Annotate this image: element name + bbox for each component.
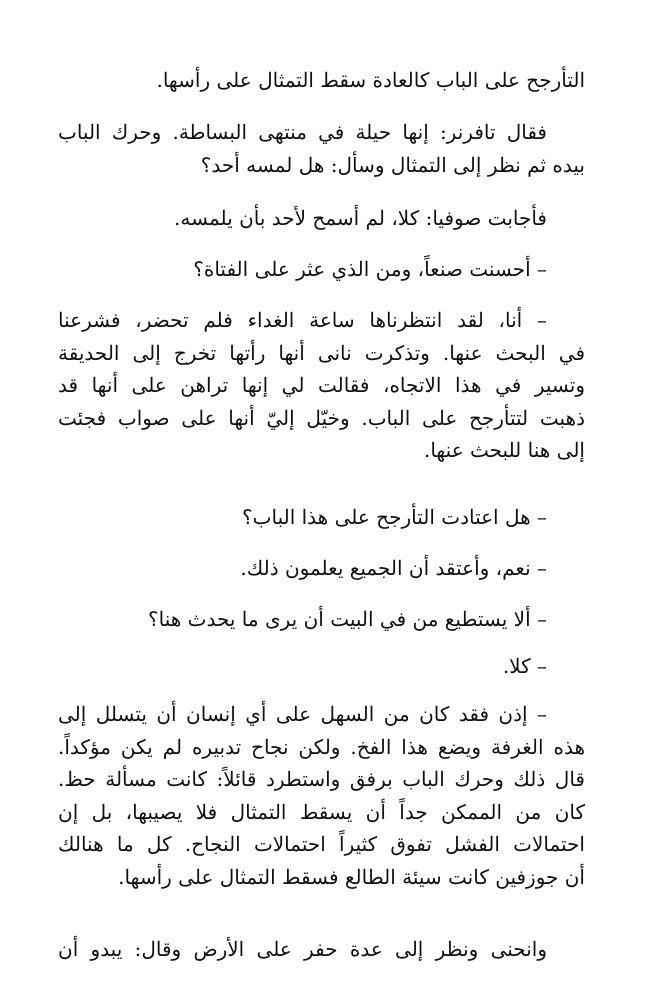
text-line: – أنا، لقد انتظرناها ساعة الغداء فلم تحضر، فشرعنا [58, 308, 547, 332]
text-line: – كلا. [502, 654, 547, 678]
text-line: وتسير في هذا الاتجاه، فقالت لي إنها تراهن على أنها قد [58, 373, 585, 397]
text-line: – هل اعتادت التأرجح على هذا الباب؟ [242, 505, 547, 529]
text-line: – نعم، وأعتقد أن الجميع يعلمون ذلك. [240, 556, 547, 580]
text-line: – أحسنت صنعاً، ومن الذي عثر على الفتاة؟ [193, 257, 547, 281]
text-line: قال ذلك وحرك الباب برفق واستطرد قائلاً: كانت مسألة حظ. [58, 767, 585, 791]
paragraph-4 [58, 253, 585, 286]
text-line: وانحنى ونظر إلى عدة حفر على الأرض وقال: يبدو أن [58, 937, 547, 961]
text-line: أن جوزفين كانت سيئة الطالع فسقط التمثال على رأسها. [118, 864, 585, 889]
book-page [58, 0, 585, 1000]
text-line: فأجابت صوفيا: كلا، لم أسمح لأحد بأن يلمسه. [174, 206, 547, 230]
text-line: فقال تافرنر: إنها حيلة في منتهى البساطة. وحرك الباب [58, 120, 547, 144]
text-line: بيده ثم نظر إلى التمثال وسأل: هل لمسه أحد؟ [200, 152, 585, 177]
paragraph-8 [58, 603, 585, 636]
paragraph-9 [58, 650, 585, 683]
paragraph-10 [58, 698, 585, 893]
paragraph-5 [58, 304, 585, 467]
text-line: – ألا يستطيع من في البيت أن يرى ما يحدث هنا؟ [148, 607, 547, 631]
paragraph-2 [58, 116, 585, 181]
paragraph-1 [58, 64, 585, 97]
text-line: احتمالات الفشل تفوق كثيراً احتمالات النجاح. كل ما هنالك [58, 832, 585, 856]
text-line: – إذن فقد كان من السهل على أي إنسان أن يتسلل إلى [58, 702, 547, 726]
paragraph-3 [58, 202, 585, 235]
paragraph-11 [58, 933, 585, 966]
text-line: ذهبت لتتأرجح على الباب. وخيّل إليّ أنها على صواب فجئت [58, 405, 585, 430]
text-line: في البحث عنها. وتذكرت نانى أنها رأتها تخرج إلى الحديقة [58, 340, 585, 365]
paragraph-7 [58, 552, 585, 585]
text-line: التأرجح على الباب كالعادة سقط التمثال على رأسها. [156, 68, 585, 92]
paragraph-6 [58, 501, 585, 534]
text-line: إلى هنا للبحث عنها. [423, 438, 585, 462]
text-line: كان من الممكن جداً أن يسقط التمثال فلا يصيبها، بل إن [58, 799, 585, 824]
text-line: هذه الغرفة ويضع هذا الفخ. ولكن نجاح تدبيره لم يكن مؤكداً. [58, 734, 585, 759]
